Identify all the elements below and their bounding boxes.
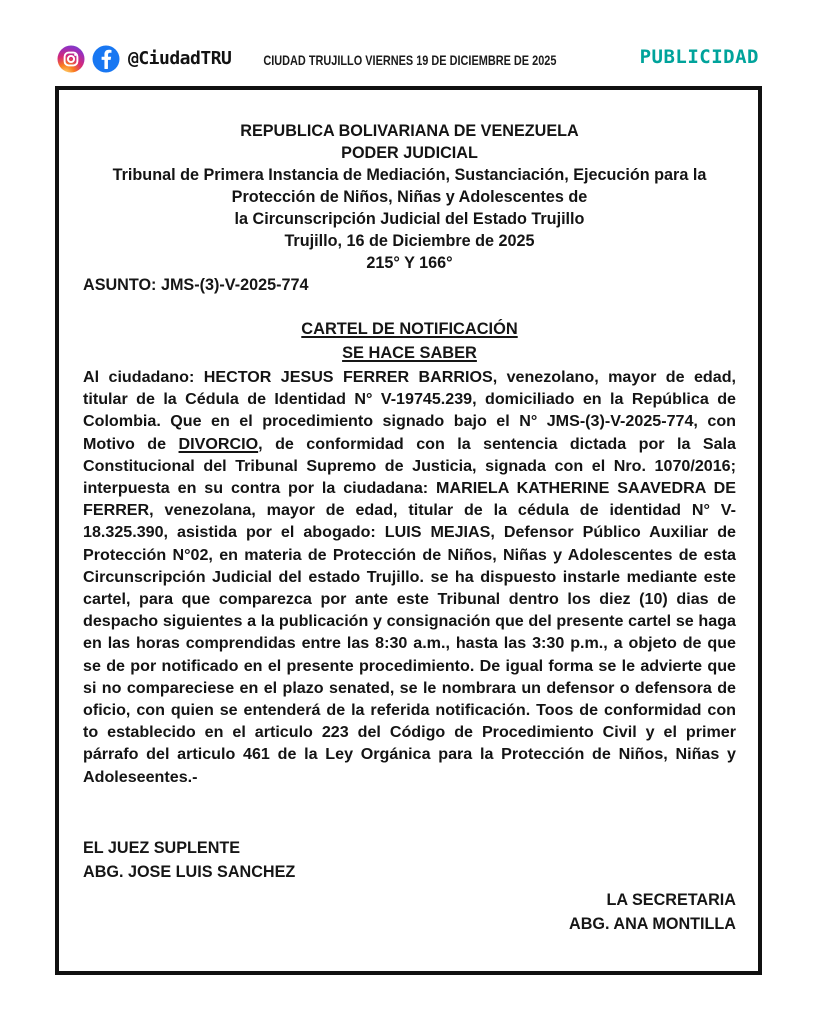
court-header-line: la Circunscripción Judicial del Estado Trujillo [234, 210, 585, 228]
underlined-text-run: DIVORCIO [178, 434, 259, 453]
case-number-line: ASUNTO: JMS-(3)-V-2025-774 [83, 276, 309, 294]
notice-title: CARTEL DE NOTIFICACIÓN [301, 320, 518, 338]
court-header-line: PODER JUDICIAL [341, 144, 478, 162]
court-header-line: Tribunal de Primera Instancia de Mediación, Sustanciación, Ejecución para la [112, 166, 707, 184]
court-header-line: Trujillo, 16 de Diciembre de 2025 [284, 232, 535, 250]
social-handle[interactable]: @CiudadTRU [128, 48, 232, 69]
text-run: , de conformidad con la sentencia dictada por la Sala Constitucional del Tribunal Supremo de Justicia, signada con el Nro. 1070/2016; interpuesta en su contra por la ciudadana: MARIELA KATHERINE SAAVEDRA DE FERRER, venezolana, mayor de edad, titular de la cédula de identidad N° V-18.325.390, asistida por el abogado: LUIS MEJIAS, Defensor Público Auxiliar de Protección N°02, en materia de Protección de Niños, Niñas y Adolescentes de esta Circunscripción Judicial del estado Trujillo. se ha dispuesto instarle mediante este cartel, para que comparezca por ante este Tribunal dentro los diez (10) dias de despacho siguientes a la publicación y consignación que del presente cartel se haga en las horas comprendidas entre las 8:30 a.m., hasta las 3:30 p.m., a objeto de que se de por notificado en el presente procedimiento. De igual forma se le advierte que si no compareciese en el plazo senated, se le nombrara un defensor o defensora de oficio, con quien se entenderá de la referida notificación. Toos de conformidad con to establecido en el articulo 223 del Código de Procedimiento Civil y el primer párrafo del articulo 461 de la Ley Orgánica para la Protección de Niños, Niñas y Adoleseentes.- [83, 434, 737, 786]
secretary-title: LA SECRETARIA [606, 890, 736, 909]
court-header-line: REPUBLICA BOLIVARIANA DE VENEZUELA [240, 122, 579, 140]
text-run: Al ciudadano: HECTOR JESUS FERRER BARRIOS, venezolano, mayor de edad, titular de la Cédula de Identidad N° V-19745.239, domiciliado en la República de Colombia. Que en el procedimiento signado bajo el N° JMS-(3)-V-2025-774, con Motivo de [83, 368, 736, 453]
judge-name: ABG. JOSE LUIS SANCHEZ [83, 862, 296, 881]
publicidad-label[interactable]: PUBLICIDAD [639, 46, 759, 68]
topbar [0, 42, 819, 78]
notice-titles [83, 318, 736, 365]
secretary-name: ABG. ANA MONTILLA [569, 914, 736, 933]
notification-document [55, 86, 762, 975]
court-header-line: 215° Y 166° [366, 254, 453, 272]
date-banner-text: CIUDAD TRUJILLO VIERNES 19 DE DICIEMBRE DE 2025 [262, 52, 557, 68]
court-header [83, 120, 736, 274]
notice-subtitle: SE HACE SABER [342, 343, 477, 362]
secretary-signature-block [83, 888, 736, 936]
court-header-line: Protección de Niños, Niñas y Adolescentes de [231, 188, 588, 206]
judge-title: EL JUEZ SUPLENTE [83, 838, 241, 857]
judge-signature-block [83, 836, 736, 884]
notice-body [83, 366, 736, 788]
